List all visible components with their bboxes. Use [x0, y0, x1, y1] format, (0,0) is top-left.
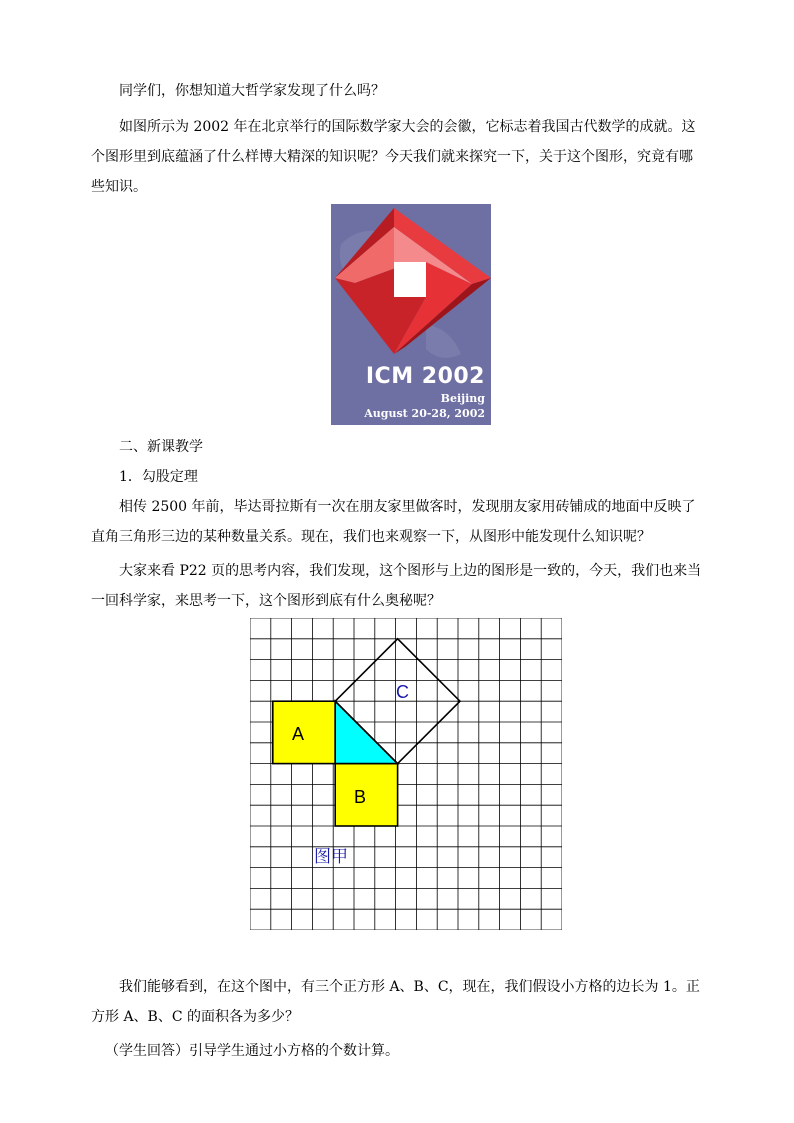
- label-b: B: [354, 787, 367, 807]
- grid-lines: [250, 618, 562, 930]
- thinking-paragraph: 大家来看 P22 页的思考内容，我们发现，这个图形与上边的图形是一致的，今天，我们也来当一回科学家，来思考一下，这个图形到底有什么奥秘呢？: [91, 563, 702, 609]
- subsection-heading: 1．勾股定理: [119, 469, 198, 485]
- history-paragraph: 相传 2500 年前，毕达哥拉斯有一次在朋友家里做客时，发现朋友家用砖铺成的地面中反映了直角三角形三边的某种数量关系。现在，我们也来观察一下，从图形中能发现什么知识呢？: [91, 499, 696, 545]
- pythagoras-grid-figure: [250, 618, 562, 930]
- label-c: C: [396, 682, 409, 702]
- section-heading: 二、新课教学: [119, 439, 203, 455]
- icm-description-paragraph: 如图所示为 2002 年在北京举行的国际数学家大会的会徽，它标志着我国古代数学的成就。这个图形里到底蕴涵了什么样博大精深的知识呢？今天我们就来探究一下，关于这个图形，究竟有哪些知识。: [91, 119, 696, 195]
- icm-2002-logo: [331, 204, 491, 425]
- guidance-paragraph: （学生回答）引导学生通过小方格的个数计算。: [105, 1043, 399, 1059]
- intro-paragraph: 同学们，你想知道大哲学家发现了什么吗？: [119, 83, 385, 99]
- logo-city: Beijing: [440, 392, 485, 405]
- figure-caption: 图甲: [314, 847, 348, 867]
- logo-title: ICM 2002: [365, 364, 485, 389]
- label-a: A: [292, 724, 305, 744]
- question-paragraph: 我们能够看到，在这个图中，有三个正方形 A、B、C，现在，我们假设小方格的边长为 1。正方形 A、B、C 的面积各为多少？: [91, 979, 700, 1025]
- logo-date: August 20-28, 2002: [364, 407, 485, 420]
- square-b: [335, 764, 397, 826]
